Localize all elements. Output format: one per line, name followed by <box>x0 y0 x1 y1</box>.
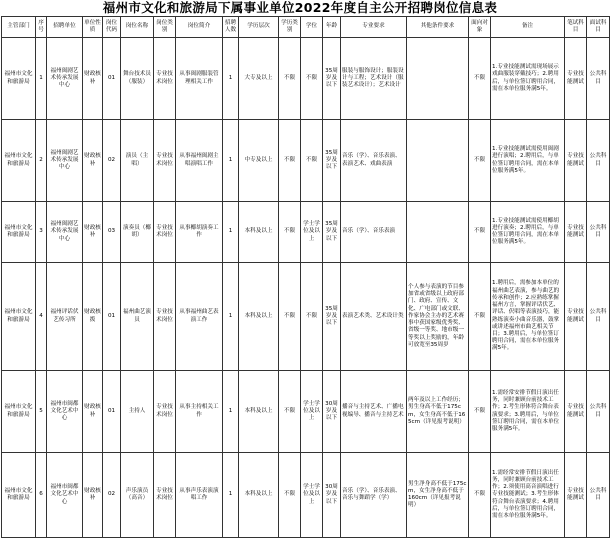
cell-edu: 本科及以上 <box>239 453 279 538</box>
cell-code: 02 <box>103 120 121 202</box>
cell-post: 舞台技术员（服装） <box>121 38 154 120</box>
cell-code: 03 <box>103 202 121 263</box>
header-cell: 年龄 <box>323 17 341 38</box>
cell-degree: 学士学位及以上 <box>301 453 323 538</box>
cell-count: 1 <box>223 371 239 453</box>
cell-nature: 财政核拨 <box>83 263 103 371</box>
cell-code: 02 <box>103 453 121 538</box>
cell-edu: 本科及以上 <box>239 263 279 371</box>
cell-edu: 中专及以上 <box>239 120 279 202</box>
cell-major: 音乐（学）、音乐表演、表演艺术、戏曲表演 <box>341 120 407 202</box>
cell-intro: 从事主持相关工作 <box>176 371 223 453</box>
cell-edu-type: 不限 <box>279 202 301 263</box>
cell-age: 35周岁及以下 <box>323 120 341 202</box>
cell-nature: 财政核补 <box>83 453 103 538</box>
cell-unit: 福州市闽都文化艺术中心 <box>47 453 83 538</box>
table-header-row <box>2 17 610 38</box>
cell-target: 不限 <box>469 263 491 371</box>
cell-exam: 专业技能测试 <box>565 453 587 538</box>
cell-target: 不限 <box>469 38 491 120</box>
cell-age: 30周岁及以下 <box>323 371 341 453</box>
cell-degree: 学士学位及以上 <box>301 371 323 453</box>
cell-degree: 不限 <box>301 38 323 120</box>
header-cell: 岗位名称 <box>121 17 154 38</box>
cell-intro: 从事福州闽剧主唱演唱工作 <box>176 120 223 202</box>
cell-interview: 公共科目 <box>587 453 610 538</box>
cell-degree: 不限 <box>301 263 323 371</box>
cell-target: 不限 <box>469 202 491 263</box>
cell-dept: 福州市文化和旅游局 <box>2 202 36 263</box>
cell-nature: 财政核补 <box>83 38 103 120</box>
header-cell: 面试科目 <box>587 17 610 38</box>
table-row <box>2 38 610 120</box>
cell-no: 2 <box>36 120 47 202</box>
cell-code: 01 <box>103 371 121 453</box>
cell-category: 专业技术岗位 <box>154 263 176 371</box>
cell-degree: 学士学位及以上 <box>301 202 323 263</box>
cell-no: 3 <box>36 202 47 263</box>
cell-category: 专业技术岗位 <box>154 38 176 120</box>
cell-edu-type: 不限 <box>279 263 301 371</box>
header-cell: 其他条件要求 <box>407 17 469 38</box>
cell-unit: 福州闽剧艺术传承发展中心 <box>47 38 83 120</box>
cell-other: 男生净身高不低于175cm，女生净身高不低于160cm（详见报考说明） <box>407 453 469 538</box>
cell-note: 1.聘用后，需参加本单位的福州曲艺表演，参与曲艺的传承和创作；2.应熟练掌握福州方言，掌握评话伏艺、评话、伬唱等表演技巧，能熟练演奏小曲音乐器，鼓掌或讲述福州市曲艺相关节目；3.聘用后，与单位签订聘用合同，需在本单位服务满5年。 <box>491 263 565 371</box>
cell-category: 专业技术岗位 <box>154 453 176 538</box>
cell-post: 演奏员（椰胡） <box>121 202 154 263</box>
cell-age: 35周岁及以下 <box>323 202 341 263</box>
cell-dept: 福州市文化和旅游局 <box>2 120 36 202</box>
cell-exam: 专业技能测试 <box>565 263 587 371</box>
header-cell: 岗位代码 <box>103 17 121 38</box>
cell-edu: 大专及以上 <box>239 38 279 120</box>
cell-age: 35周岁及以下 <box>323 263 341 371</box>
cell-count: 1 <box>223 202 239 263</box>
cell-dept: 福州市文化和旅游局 <box>2 453 36 538</box>
cell-edu-type: 不限 <box>279 38 301 120</box>
cell-age: 35周岁及以下 <box>323 38 341 120</box>
cell-post: 演员（主唱） <box>121 120 154 202</box>
header-cell: 序号 <box>36 17 47 38</box>
cell-unit: 福州市闽都文化艺术中心 <box>47 371 83 453</box>
cell-exam: 专业技能测试 <box>565 202 587 263</box>
cell-category: 专业技术岗位 <box>154 120 176 202</box>
cell-target: 不限 <box>469 371 491 453</box>
header-cell: 面向对象 <box>469 17 491 38</box>
page-title: 福州市文化和旅游局下属事业单位2022年度自主公开招聘岗位信息表 <box>102 0 498 15</box>
cell-exam: 专业技能测试 <box>565 38 587 120</box>
cell-major: 服装与服饰设计；服装设计与工程；艺术设计（服装艺术设计）；艺术设计 <box>341 38 407 120</box>
cell-major: 音乐（学）、音乐表演、音乐与舞蹈学（学） <box>341 453 407 538</box>
cell-intro: 从事声乐表演演唱工作 <box>176 453 223 538</box>
cell-no: 5 <box>36 371 47 453</box>
cell-unit: 福州闽剧艺术传承发展中心 <box>47 120 83 202</box>
cell-interview: 公共科目 <box>587 38 610 120</box>
header-cell: 学位 <box>301 17 323 38</box>
header-cell: 招聘人数 <box>223 17 239 38</box>
cell-major: 音乐（学）、音乐表演 <box>341 202 407 263</box>
cell-edu: 本科及以上 <box>239 371 279 453</box>
cell-note: 1.需经常安排节假日演出任务，同时兼顾台前技术工作；2.须使用高音演唱进行专业技能测试；3.考生形体符合舞台表演要求；4.聘用后，与单位签订聘用合同，需在本单位服务满5年。 <box>491 453 565 538</box>
header-cell: 笔试科目 <box>565 17 587 38</box>
cell-post: 福州曲艺演员 <box>121 263 154 371</box>
cell-other <box>407 120 469 202</box>
cell-other <box>407 38 469 120</box>
cell-note: 1.专业技能测试需现场展示戏曲服装穿戴技巧；2.聘用后，与单位签订聘用合同，需在本单位服务满5年。 <box>491 38 565 120</box>
header-cell: 学历层次 <box>239 17 279 38</box>
cell-other: 个人参与表演的节目参加省或省级以上政府部门、政府、宣传、文化、广电部门或文联、作家协会主办的艺术赛事中获国家级优秀奖、省级一等奖、地市级一等奖以上奖励的，年龄可放宽至35周岁 <box>407 263 469 371</box>
cell-exam: 专业技能测试 <box>565 371 587 453</box>
cell-dept: 福州市文化和旅游局 <box>2 38 36 120</box>
cell-no: 6 <box>36 453 47 538</box>
cell-nature: 财政核补 <box>83 202 103 263</box>
table-row <box>2 453 610 538</box>
cell-interview: 公共科目 <box>587 120 610 202</box>
cell-other: 两年及以上工作经历；男生身高不低于175cm，女生身高不低于165cm（详见报考说明） <box>407 371 469 453</box>
cell-exam: 专业技能测试 <box>565 120 587 202</box>
cell-dept: 福州市文化和旅游局 <box>2 263 36 371</box>
cell-note: 1.专业技能测试需使用椰胡进行演奏；2.聘用后，与单位签订聘用合同，需在本单位服务满5年。 <box>491 202 565 263</box>
cell-count: 1 <box>223 263 239 371</box>
cell-unit: 福州闽剧艺术传承发展中心 <box>47 202 83 263</box>
header-cell: 岗位类别 <box>154 17 176 38</box>
header-cell: 备注 <box>491 17 565 38</box>
table-row <box>2 371 610 453</box>
recruitment-table <box>1 16 610 538</box>
cell-note: 1.需经常安排节假日演出任务，同时兼顾台前技术工作；2.考生形体符合舞台表演要求；3.聘用后，与单位签订聘用合同，需在本单位服务满5年。 <box>491 371 565 453</box>
header-cell: 主管部门 <box>2 17 36 38</box>
cell-edu-type: 不限 <box>279 453 301 538</box>
header-cell: 学历类别 <box>279 17 301 38</box>
cell-edu: 本科及以上 <box>239 202 279 263</box>
header-cell: 招聘单位 <box>47 17 83 38</box>
cell-count: 1 <box>223 38 239 120</box>
cell-category: 专业技术岗位 <box>154 202 176 263</box>
cell-edu-type: 不限 <box>279 120 301 202</box>
cell-post: 声乐演员（高音） <box>121 453 154 538</box>
cell-target: 不限 <box>469 120 491 202</box>
cell-code: 01 <box>103 263 121 371</box>
cell-intro: 从事椰胡演奏工作 <box>176 202 223 263</box>
cell-major: 播音与主持艺术、广播电视编导、播音与主持艺术 <box>341 371 407 453</box>
cell-note: 1.专业技能测试需使用闽剧进行演唱；2.聘用后，与单位签订聘用合同，需在本单位服务满5年。 <box>491 120 565 202</box>
cell-count: 1 <box>223 120 239 202</box>
cell-other <box>407 202 469 263</box>
cell-target: 不限 <box>469 453 491 538</box>
cell-post: 主持人 <box>121 371 154 453</box>
cell-interview: 公共科目 <box>587 202 610 263</box>
cell-intro: 从事福州曲艺表演工作 <box>176 263 223 371</box>
cell-no: 4 <box>36 263 47 371</box>
cell-dept: 福州市文化和旅游局 <box>2 371 36 453</box>
header-cell: 岗位简介 <box>176 17 223 38</box>
table-row <box>2 263 610 371</box>
table-row <box>2 202 610 263</box>
header-cell: 专业要求 <box>341 17 407 38</box>
cell-intro: 从事闽剧服装管理相关工作 <box>176 38 223 120</box>
cell-code: 01 <box>103 38 121 120</box>
cell-major: 表演艺术类、艺术设计类 <box>341 263 407 371</box>
cell-category: 专业技术岗位 <box>154 371 176 453</box>
cell-age: 30周岁及以下 <box>323 453 341 538</box>
cell-degree: 不限 <box>301 120 323 202</box>
cell-edu-type: 不限 <box>279 371 301 453</box>
cell-interview: 公共科目 <box>587 263 610 371</box>
header-cell: 单位性质 <box>83 17 103 38</box>
cell-no: 1 <box>36 38 47 120</box>
cell-nature: 财政核补 <box>83 371 103 453</box>
cell-count: 1 <box>223 453 239 538</box>
cell-nature: 财政核补 <box>83 120 103 202</box>
cell-interview: 公共科目 <box>587 371 610 453</box>
table-row <box>2 120 610 202</box>
cell-unit: 福州评话伏艺传习所 <box>47 263 83 371</box>
